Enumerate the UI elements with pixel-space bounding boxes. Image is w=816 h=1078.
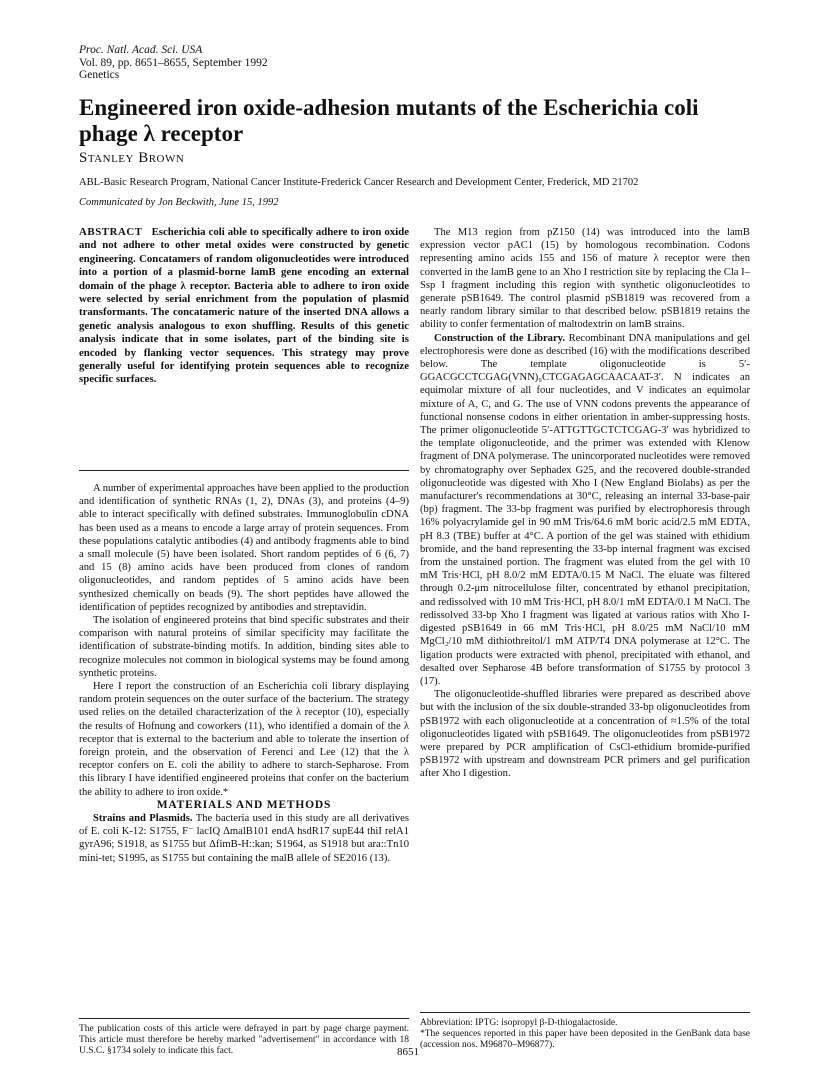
intro-paragraph-3: Here I report the construction of an Escherichia coli library displaying random protein sequences on the outer surface of the bacterium. The strategy used relies on the detailed characterization of the λ receptor (10), especially the results of Hofnung and coworkers (11), who identified a domain of the λ receptor that is external to the bacterium and able to tolerate the insertion of foreign protein, and the observation of Ferenci and Lee (12) that the λ receptor confers on E. coli the ability to adhere to starch-Sepharose. From this library I have identified engineered proteins that confer on the bacterium the ability to adhere to iron oxide.*: [79, 681, 409, 798]
methods-paragraph-3: The oligonucleotide-shuffled libraries were prepared as described above but with the inclusion of the six double-stranded 33-bp oligonucleotides from pSB1972 with each oligonucleotide at a concentration of ≈1.5% of the total oligonucleotides ligated with pSB1649. The oligonucleotides from pSB1972 were prepared by PCR amplification of CsCl-ethidium bromide-purified pSB1972 with upstream and downstream PCR primers and gel purification after Xho I digestion.: [420, 689, 750, 780]
author: Stanley Brown: [79, 150, 185, 166]
intro-paragraph-1: A number of experimental approaches have been applied to the production and identification of synthetic RNAs (1, 2), DNAs (3), and proteins (4–9) able to interact specifically with defined substrates. Immunoglobulin cDNA has been used as a means to encode a large array of protein sequences. From these populations catalytic antibodies (4) and antibody fragments able to bind a small molecule (5) have been isolated. Short random peptides of 6 (6, 7) and 15 (8) amino acids have been produced from clones of random oligonucleotides, and random peptides of 5 amino acids have been synthesized chemically on beads (9). The short peptides have allowed the identification of peptides recognized by antibodies and streptavidin.: [79, 483, 409, 613]
footnote-divider-right: [420, 1012, 750, 1013]
footnote-text: The publication costs of this article were defrayed in part by page charge payment. This article must therefore be hereby marked "advertisement" in accordance with 18 U.S.C. §1734 solely to indicate this fact.: [79, 1024, 409, 1056]
abbreviation-footnote: Abbreviation: IPTG: isopropyl β-D-thiogalactoside.: [420, 1018, 618, 1028]
library-text: Recombinant DNA manipulations and gel electrophoresis were done as described (16) with the modifications described below. The template oligonucleotide is 5′-GGACGCCTCGAG(VNN)₉CTCGAGAGCAACAAT-3′. N indicates an equimolar mixture of all four nucleotides, and V indicates an equimolar mixture of A, C, and G. The use of VNN codons prevents the appearance of functional nonsense codons in either orientation in amber-suppressing hosts. The primer oligonucleotide 5′-ATTGTTGCTCTCGAG-3′ was hybridized to the template oligonucleotide, and the primer was extended with Klenow fragment of DNA polymerase. The unincorporated nucleotides were removed by chromatography over Sephadex G25, and the recovered double-stranded oligonucleotide was digested with Xho I (New England Biolabs) as per the manufacturer's recommendations at 30°C, releasing an internal 33-base-pair (bp) fragment. The 33-bp fragment was purified by electrophoresis through 16% polyacrylamide gel in 90 mM Tris/64.6 mM boric acid/2.5 mM EDTA, pH 8.3 (TBE) buffer at 4°C. A portion of the gel was stained with ethidium bromide, and the band representing the 33-bp internal fragment was excised from the unstained portion. The fragment was eluted from the gel with 10 mM Tris·HCl, pH 8.0/2 mM EDTA/0.15 M NaCl. The eluate was filtered through 0.2-μm nitrocellulose filter, concentrated by ethanol precipitation, and redissolved with 10 mM Tris·HCl, pH 8.0/1 mM EDTA/0.1 M NaCl. The redissolved 33-bp Xho I fragment was ligated at various ratios with Xho I-digested pSB1649 in 66 mM Tris·HCl, pH 8.0/25 mM NaCl/10 mM MgCl₂/10 mM dithiothreitol/1 mM ATP/T4 DNA polymerase at 12°C. The ligation products were extracted with phenol, precipitated with ethanol, and desalted over Sepharose 4B before transformation of S1755 by protocol 3 (17).: [420, 332, 750, 687]
section-heading: MATERIALS AND METHODS: [156, 798, 332, 811]
journal-header: [79, 44, 268, 82]
journal-section: Genetics: [79, 69, 120, 81]
journal-volume: Vol. 89, pp. 8651–8655, September 1992: [79, 56, 268, 69]
library-heading: Construction of the Library.: [434, 332, 566, 344]
article-title: Engineered iron oxide-adhesion mutants of the Escherichia coli phage λ receptor: [79, 95, 699, 146]
communicated-by: Communicated by Jon Beckwith, June 15, 1992: [79, 197, 279, 208]
abstract: [79, 226, 409, 387]
methods-paragraph-1: The M13 region from pZ150 (14) was introduced into the lamB expression vector pAC1 (15) by homologous recombination. Codons representing amino acids 155 and 156 of mature λ receptor were then converted in the lamB gene to an Xho I restriction site by replacing the Cla I–Ssp I fragment including this region with synthetic oligonucleotides to generate pSB1649. The control plasmid pSB1819 was recovered from a nearly random library similar to that described below. pSB1819 retains the ability to confer fermentation of maltodextrin on lamB strains.: [420, 227, 750, 331]
footnote-divider-left: [79, 1018, 409, 1019]
intro-paragraph-2: The isolation of engineered proteins that bind specific substrates and their comparison with natural proteins of similar specificity may facilitate the identification of substrate-binding motifs. In addition, binding sites able to recognize molecules not common in biological systems may be found among synthetic proteins.: [79, 615, 409, 679]
left-column: [79, 482, 409, 865]
journal-name: Proc. Natl. Acad. Sci. USA: [79, 44, 203, 56]
strains-text: The bacteria used in this study are all derivatives of E. coli K-12: S1755, F⁻ lacIQ ΔmalB101 endA hsdR17 supE44 thiI relA1 gyrA96; S1918, as S1755 but ΔfimB-H::kan; S1964, as S1918 but ara::Tn10 mini-tet; S1995, as S1755 but containing the malB allele of SE2016 (13).: [79, 813, 409, 864]
abstract-label: ABSTRACT: [79, 226, 143, 238]
abstract-text: Escherichia coli able to specifically adhere to iron oxide and not adhere to other metal oxides were constructed by genetic engineering. Concatamers of random oligonucleotides were introduced into a portion of a plasmid-borne lamB gene encoding an external domain of the phage λ receptor. Bacteria able to adhere to iron oxide were selected by serial enrichment from the population of plasmid transformants. The concatameric nature of the inserted DNA allows a genetic analysis analogous to exon shuffling. Results of this genetic analysis indicate that in some isolates, part of the binding site is encoded by flanking vector sequences. This strategy may prove generally useful for identifying protein sequences able to recognize specific surfaces.: [79, 226, 409, 386]
page-number: 8651: [397, 1046, 419, 1058]
genbank-footnote: *The sequences reported in this paper have been deposited in the GenBank data base (accession nos. M96870–M96877).: [420, 1029, 750, 1050]
right-column: [420, 226, 750, 781]
abstract-divider: [79, 470, 409, 471]
affiliation: ABL-Basic Research Program, National Cancer Institute-Frederick Cancer Research and Development Center, Frederick, MD 21702: [79, 177, 639, 188]
strains-heading: Strains and Plasmids.: [93, 813, 193, 825]
